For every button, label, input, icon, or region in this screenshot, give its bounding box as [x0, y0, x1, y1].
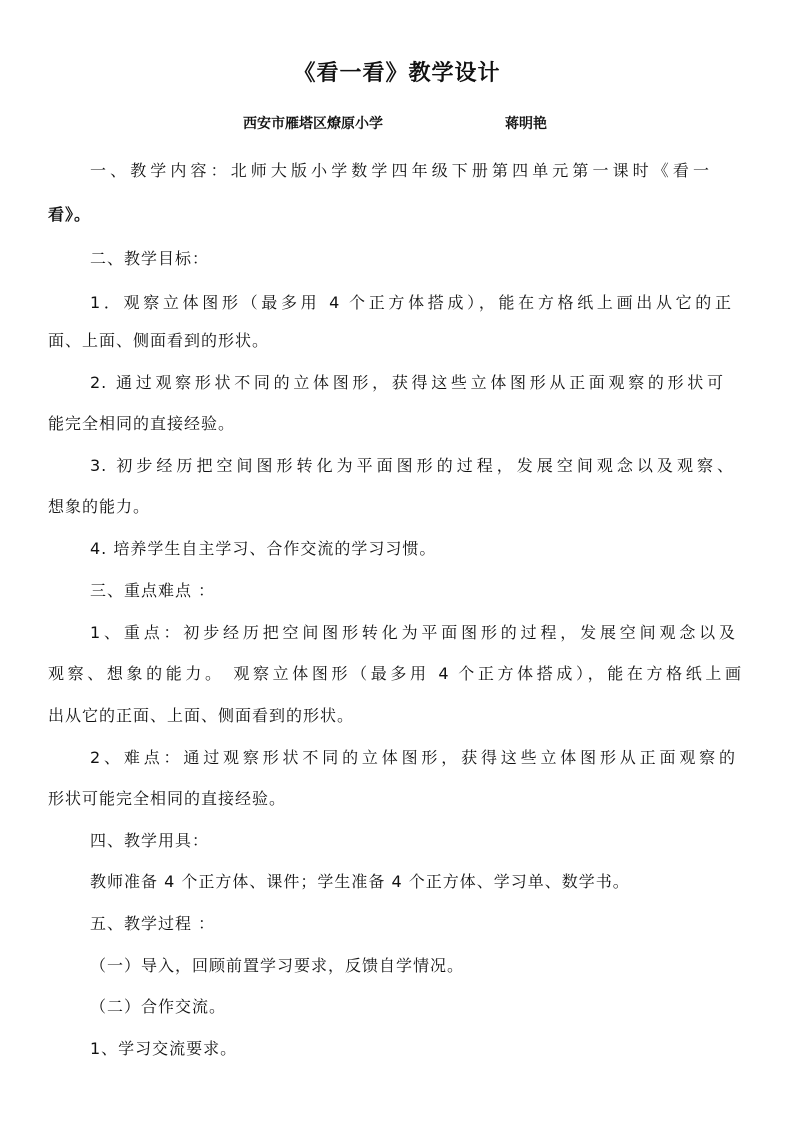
paragraph-line: 想象的能力。 [48, 497, 151, 516]
school-name: 西安市雁塔区燎原小学 [243, 116, 383, 132]
section-heading: 四、教学用具： [90, 831, 210, 850]
section-heading: 二、教学目标： [90, 249, 210, 268]
paragraph-line: 2、难点：通过观察形状不同的立体图形，获得这些立体图形从正面观察的 [90, 748, 736, 767]
paragraph-line: 3. 初步经历把空间图形转化为平面图形的过程，发展空间观念以及观察、 [90, 456, 734, 475]
paragraph-line: 1、重点：初步经历把空间图形转化为平面图形的过程，发展空间观念以及 [90, 623, 736, 642]
document-title: 《看一看》教学设计 [293, 61, 501, 86]
section-heading: 五、教学过程 ： [90, 914, 216, 933]
paragraph-line: 2. 通过观察形状不同的立体图形，获得这些立体图形从正面观察的形状可 [90, 373, 724, 392]
paragraph-line: 观察、想象的能力。 观察立体图形（最多用 4 个正方体搭成），能在方格纸上画 [48, 664, 742, 683]
paragraph-line: 一、教学内容：北师大版小学数学四年级下册第四单元第一课时《看一 [90, 161, 710, 180]
paragraph-line: 看》。 [48, 205, 92, 224]
author-name: 蒋明艳 [505, 116, 547, 132]
paragraph-line: 出从它的正面、上面、侧面看到的形状。 [48, 706, 355, 725]
paragraph-line: 4. 培养学生自主学习、合作交流的学习习惯。 [90, 539, 437, 558]
paragraph-line: 1、学习交流要求。 [90, 1039, 238, 1058]
paragraph-line: 能完全相同的直接经验。 [48, 414, 236, 433]
paragraph-line: 形状可能完全相同的直接经验。 [48, 789, 287, 808]
paragraph-line: （一）导入，回顾前置学习要求，反馈自学情况。 [90, 956, 465, 975]
paragraph-line: 1．观察立体图形（最多用 4 个正方体搭成），能在方格纸上画出从它的正 [90, 293, 732, 312]
section-heading: 三、重点难点 ： [90, 581, 216, 600]
paragraph-line: 面、上面、侧面看到的形状。 [48, 331, 270, 350]
paragraph-line: （二）合作交流。 [90, 997, 227, 1016]
paragraph-line: 教师准备 4 个正方体、课件；学生准备 4 个正方体、学习单、数学书。 [90, 872, 630, 891]
